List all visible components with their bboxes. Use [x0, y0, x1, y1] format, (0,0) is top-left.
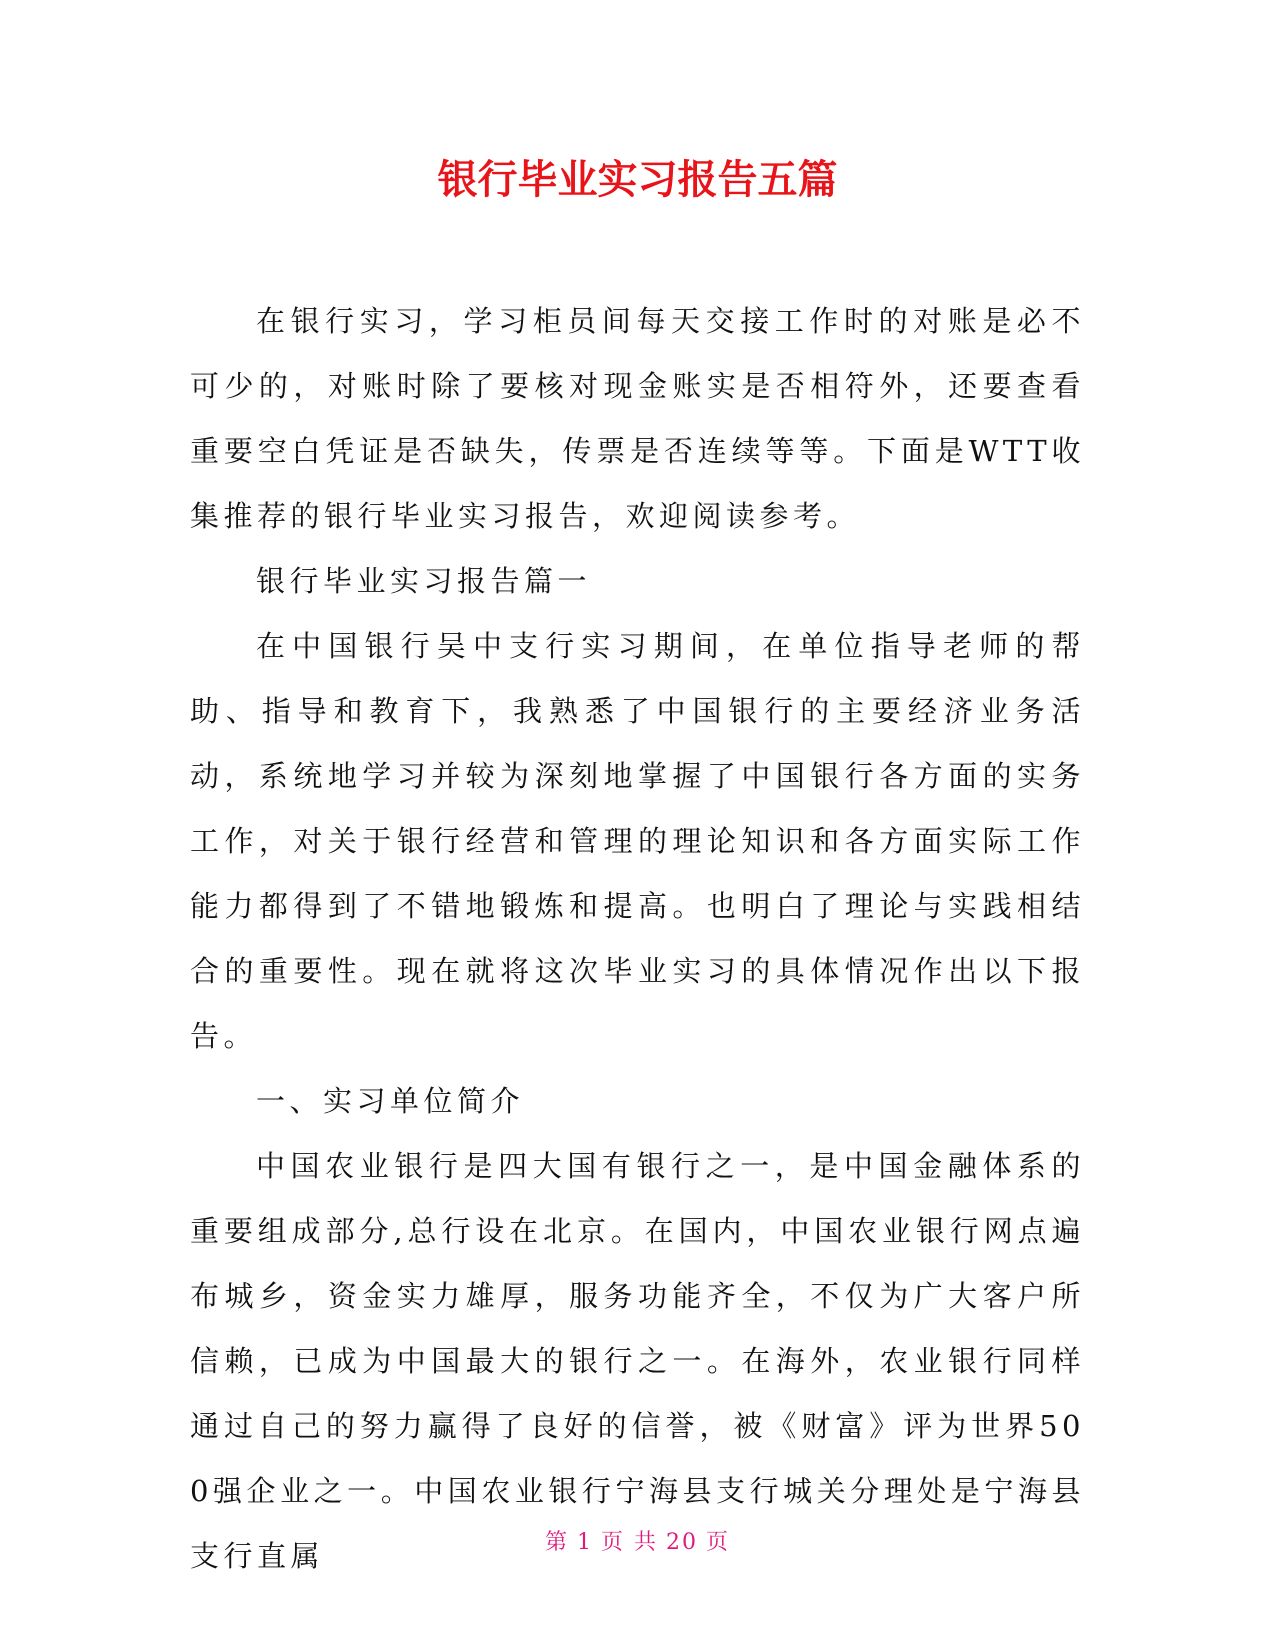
document-body — [190, 289, 1085, 1589]
section-heading-company-intro: 一、实习单位简介 — [256, 1084, 525, 1118]
section-heading-part-one: 银行毕业实习报告篇一 — [256, 564, 592, 598]
footer-total-pages: 20 — [666, 1530, 698, 1555]
body-paragraph: 在中国银行吴中支行实习期间，在单位指导老师的帮助、指导和教育下，我熟悉了中国银行的主要经济业务活动，系统地学习并较为深刻地掌握了中国银行各方面的实务工作，对关于银行经营和管理的理论知识和各方面实际工作能力都得到了不错地锻炼和提高。也明白了理论与实践相结合的重要性。现在就将这次毕业实习的具体情况作出以下报告。 — [190, 629, 1085, 1053]
document-title: 银行毕业实习报告五篇 — [437, 157, 838, 203]
footer-prefix: 第 — [544, 1530, 569, 1555]
body-paragraph: 中国农业银行是四大国有银行之一，是中国金融体系的重要组成部分,总行设在北京。在国内，中国农业银行网点遍布城乡，资金实力雄厚，服务功能齐全，不仅为广大客户所信赖，已成为中国最大的银行之一。在海外，农业银行同样通过自己的努力赢得了良好的信誉，被《财富》评为世界500强企业之一。中国农业银行宁海县支行城关分理处是宁海县支行直属 — [190, 1149, 1085, 1573]
page-footer — [0, 1525, 1275, 1556]
footer-suffix: 页 — [706, 1530, 731, 1555]
intro-paragraph: 在银行实习，学习柜员间每天交接工作时的对账是必不可少的，对账时除了要核对现金账实是否相符外，还要查看重要空白凭证是否缺失，传票是否连续等等。下面是WTT收集推荐的银行毕业实习报告，欢迎阅读参考。 — [190, 304, 1085, 533]
footer-middle: 页 共 — [601, 1530, 658, 1555]
footer-page-number: 1 — [577, 1530, 593, 1555]
